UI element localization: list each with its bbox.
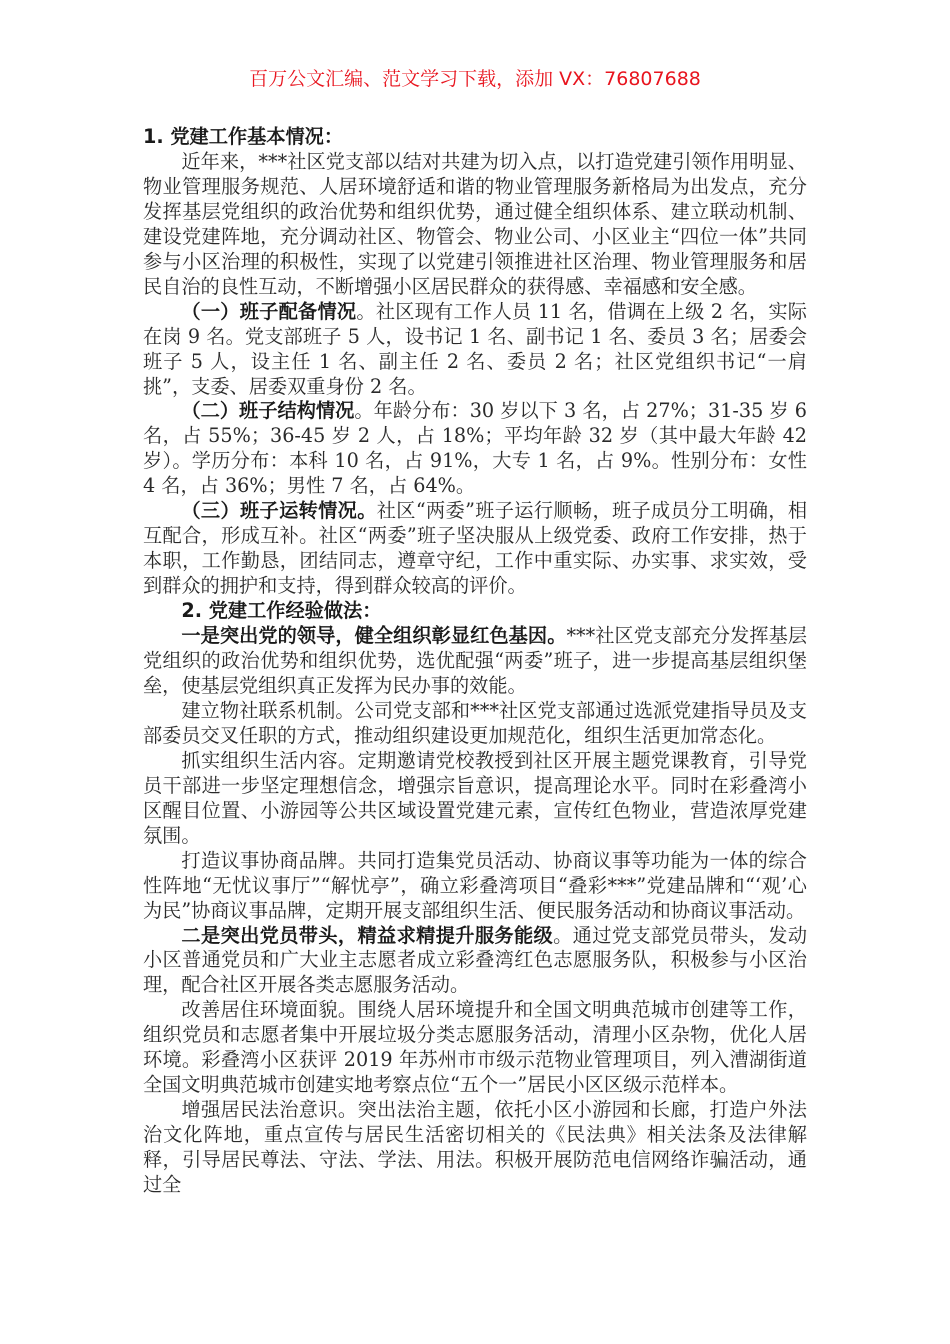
paragraph-text: 。通过党支部党员带头，发动小区普通党员和广大业主志愿者成立彩叠湾红色志愿服务队，积极参与小区治理，配合社区开展各类志愿服务活动。 [143,923,808,997]
paragraph-environment: 改善居住环境面貌。围绕人居环境提升和全国文明典范城市创建等工作，组织党员和志愿者集中开展垃圾分类志愿服务活动，清理小区杂物，优化人居环境。彩叠湾小区获评 2019 年苏州市市级示范物业管理项目，列入漕湖街道全国文明典范城市创建实地考察点位“五个一”居民小区区级示范样本。 [143,998,807,1097]
section-2-title: 2. 党建工作经验做法： [181,599,382,623]
paragraph-legal-awareness: 增强居民法治意识。突出法治主题，依托小区小游园和长廊，打造户外法治文化阵地，重点宣传与居民生活密切相关的《民法典》相关法条及法律解释，引导居民尊法、守法、学法、用法。积极开展防范电信网络诈骗活动，通过全 [143,1098,807,1197]
document-body [143,125,807,1198]
subheading-party-leadership: 一是突出党的领导，健全组织彰显红色基因。 [181,624,567,648]
section-1-title: 1. 党建工作基本情况： [143,125,344,148]
paragraph-text: 。年龄分布：30 岁以下 3 名，占 27%；31-35 岁 6 名，占 55%；36-45 岁 2 人，占 18%；平均年龄 32 岁（其中最大年龄 42 岁）。学历分布：本科 10 名，占 91%，大专 1 名，占 9%。性别分布：女性 4 名，占 36%；男性 7 名，占 64%。 [143,399,808,498]
paragraph-team-structure [143,399,807,499]
subheading-team-operation: （三）班子运转情况。 [181,499,377,523]
paragraph-text: 社区“两委”班子运行顺畅，班子成员分工明确，相互配合，形成互补。社区“两委”班子坚决服从上级党委、政府工作安排，热于本职，工作勤恳，团结同志，遵章守纪，工作中重实际、办实事、求实效，受到群众的拥护和支持，得到群众较高的评价。 [143,499,808,598]
paragraph-party-leadership [143,624,807,699]
watermark-banner: 百万公文汇编、范文学习下载，添加 VX：76807688 [249,68,701,90]
subheading-team-structure: （二）班子结构情况 [181,399,355,423]
paragraph-text: 。社区现有工作人员 11 名，借调在上级 2 名，实际在岗 9 名。党支部班子 5 人，设书记 1 名、副书记 1 名、委员 3 名；居委会班子 5 人，设主任 1 名、副主任 2 名、委员 2 名；社区党组织书记“一肩挑”，支委、居委双重身份 2 名。 [143,299,807,398]
paragraph-liaison-mechanism: 建立物社联系机制。公司党支部和***社区党支部通过选派党建指导员及支部委员交叉任职的方式，推动组织建设更加规范化，组织生活更加常态化。 [143,698,807,747]
paragraph-text: ***社区党支部充分发挥基层党组织的政治优势和组织优势，选优配强“两委”班子，进一步提高基层组织堡垒，使基层党组织真正发挥为民办事的效能。 [143,624,808,697]
subheading-member-lead: 二是突出党员带头，精益求精提升服务能级 [181,923,554,947]
paragraph-intro: 近年来，***社区党支部以结对共建为切入点，以打造党建引领作用明显、物业管理服务规范、人居环境舒适和谐的物业管理服务新格局为出发点，充分发挥基层党组织的政治优势和组织优势，通过健全组织体系、建立联动机制、建设党建阵地，充分调动社区、物管会、物业公司、小区业主“四位一体”共同参与小区治理的积极性，实现了以党建引领推进社区治理、物业管理服务和居民自治的良性互动，不断增强小区居民群众的获得感、幸福感和安全感。 [143,149,807,298]
paragraph-team-staffing [143,300,807,400]
paragraph-team-operation [143,499,807,599]
paragraph-consultation-brand: 打造议事协商品牌。共同打造集党员活动、协商议事等功能为一体的综合性阵地“无忧议事厅”“解忧亭”，确立彩叠湾项目“叠彩***”党建品牌和“‘观’心为民”协商议事品牌，定期开展支部组织生活、便民服务活动和协商议事活动。 [143,848,807,922]
subheading-team-staffing: （一）班子配备情况 [181,299,357,323]
paragraph-member-lead [143,924,807,999]
paragraph-organization-life: 抓实组织生活内容。定期邀请党校教授到社区开展主题党课教育，引导党员干部进一步坚定理想信念，增强宗旨意识，提高理论水平。同时在彩叠湾小区醒目位置、小游园等公共区域设置党建元素，宣传红色物业，营造浓厚党建氛围。 [143,748,807,847]
